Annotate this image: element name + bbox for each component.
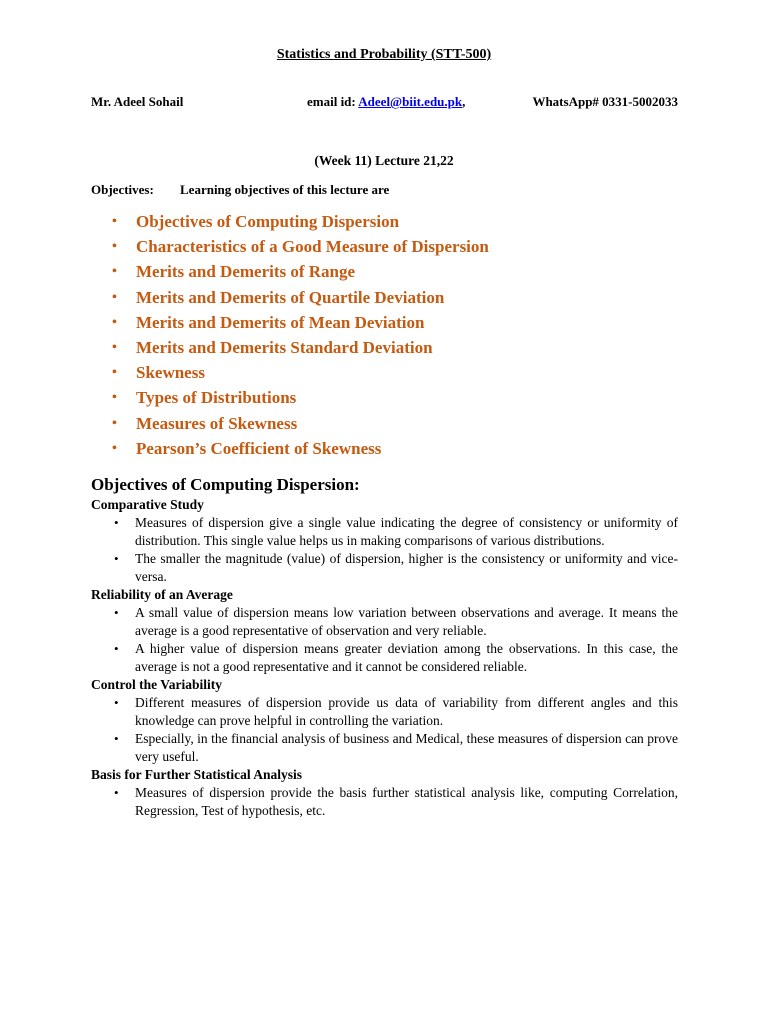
email-link[interactable]: Adeel@biit.edu.pk (358, 94, 463, 109)
email-label: email id: (307, 94, 359, 109)
bullet-icon: • (112, 390, 117, 406)
subsection-heading: Basis for Further Statistical Analysis (91, 767, 303, 782)
list-item-text: Measures of dispersion provide the basis further statistical analysis like, computing Correlation, Regression, Test of hypothesis, etc. (135, 785, 678, 818)
list-item (91, 604, 678, 640)
list-item (91, 640, 678, 676)
objective-item (112, 361, 489, 386)
section-heading: Objectives of Computing Dispersion: (91, 475, 360, 494)
list-item (91, 694, 678, 730)
objectives-list (112, 210, 489, 462)
objective-item (112, 412, 489, 437)
bullet-icon: • (112, 264, 117, 280)
list-item-text: The smaller the magnitude (value) of dispersion, higher is the consistency or uniformity and vice-versa. (135, 551, 678, 584)
list-item-text: A small value of dispersion means low variation between observations and average. It means the average is a good representative of observation and very reliable. (135, 605, 678, 638)
objective-item (112, 386, 489, 411)
objectives-intro-line (91, 182, 389, 198)
section-content (91, 496, 678, 820)
author-name: Mr. Adeel Sohail (91, 94, 184, 109)
bullet-icon: • (114, 515, 119, 530)
whatsapp-number: WhatsApp# 0331-5002033 (532, 94, 678, 109)
list-item-text: Different measures of dispersion provide us data of variability from different angles and this knowledge can prove helpful in controlling the variation. (135, 695, 678, 728)
bullet-icon: • (114, 605, 119, 620)
objectives-label: Objectives: (91, 182, 154, 197)
subsection-heading: Control the Variability (91, 677, 223, 692)
list-item (91, 784, 678, 820)
bullet-icon: • (112, 365, 117, 381)
bullet-icon: • (114, 641, 119, 656)
objective-item (112, 210, 489, 235)
objective-text: Objectives of Computing Dispersion (136, 212, 400, 231)
objective-text: Types of Distributions (136, 388, 297, 408)
objective-item (112, 336, 489, 361)
bullet-icon: • (112, 289, 117, 305)
list-item (91, 514, 678, 550)
list-item (91, 730, 678, 766)
objective-text: Pearson’s Coefficient of Skewness (136, 438, 382, 458)
email-suffix: , (462, 94, 466, 109)
objective-text: Merits and Demerits of Mean Deviation (136, 312, 425, 332)
list-item (91, 550, 678, 586)
bullet-icon: • (114, 551, 119, 566)
list-item-text: A higher value of dispersion means greater deviation among the observations. In this case, the average is not a good representative and it cannot be considered reliable. (135, 641, 678, 674)
subsection-heading: Reliability of an Average (91, 587, 233, 602)
bullet-icon: • (112, 339, 117, 355)
bullet-icon: • (114, 785, 119, 800)
bullet-icon: • (114, 731, 119, 746)
objective-item (112, 235, 489, 260)
objective-text: Merits and Demerits of Range (136, 262, 356, 282)
lecture-week: (Week 11) Lecture 21,22 (314, 153, 454, 168)
objective-item (112, 286, 489, 311)
subsection-heading: Comparative Study (91, 497, 204, 512)
objective-text: Measures of Skewness (136, 413, 298, 433)
objective-text: Skewness (136, 363, 205, 383)
objective-text: Characteristics of a Good Measure of Dispersion (136, 237, 489, 257)
bullet-icon: • (112, 239, 117, 255)
bullet-icon: • (112, 314, 117, 330)
bullet-icon: • (114, 695, 119, 710)
list-item-text: Especially, in the financial analysis of business and Medical, these measures of dispersion can prove very useful. (135, 731, 678, 764)
objective-item (112, 437, 489, 462)
objective-text: Merits and Demerits Standard Deviation (136, 337, 433, 357)
bullet-icon: • (112, 415, 117, 431)
objective-item (112, 311, 489, 336)
objective-item (112, 260, 489, 285)
bullet-icon: • (112, 440, 117, 456)
objective-text: Merits and Demerits of Quartile Deviation (136, 287, 445, 307)
objectives-intro: Learning objectives of this lecture are (180, 182, 390, 197)
author-info-row (91, 94, 678, 112)
email-info (307, 94, 465, 110)
document-title: Statistics and Probability (STT-500) (276, 47, 492, 62)
list-item-text: Measures of dispersion give a single value indicating the degree of consistency or uniformity of distribution. This single value helps us in making comparisons of various distributions. (135, 515, 678, 548)
bullet-icon: • (112, 214, 117, 229)
